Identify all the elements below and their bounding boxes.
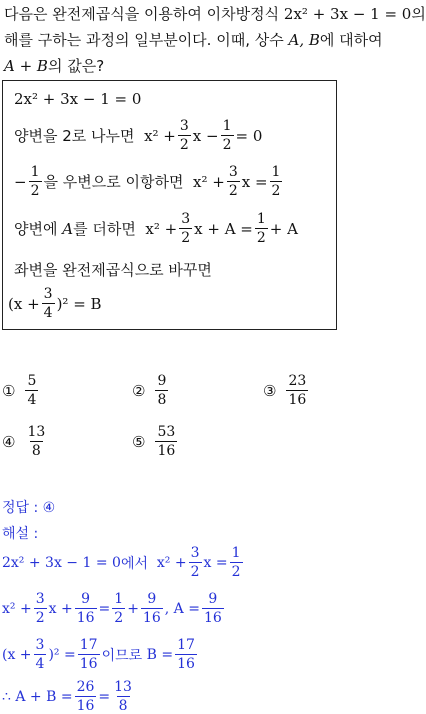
choice-mark: ⑤: [132, 432, 146, 451]
fraction-denominator: 2: [30, 183, 40, 199]
fraction-numerator: 13: [114, 679, 132, 695]
equation-part: =: [98, 600, 111, 617]
fraction-numerator: 3: [179, 118, 189, 134]
fraction-numerator: 9: [157, 373, 167, 389]
fraction-numerator: 17: [177, 637, 195, 653]
equation-part: x² +: [145, 219, 178, 238]
question-expression: A + B: [4, 57, 48, 75]
fraction-numerator: 3: [181, 211, 191, 227]
fraction: [202, 592, 224, 625]
question-text: 다음은 완전제곱식을 이용하여 이차방정식: [4, 5, 280, 23]
derivation-step-4: [14, 212, 298, 245]
choice-fraction: [155, 374, 168, 407]
fraction-numerator: 1: [114, 591, 124, 607]
fraction-denominator: 4: [27, 392, 37, 408]
solution-line-3: [2, 638, 199, 671]
fraction: [29, 165, 42, 198]
fraction-denominator: 2: [114, 610, 124, 626]
question-line-3: [4, 54, 104, 78]
choice-1[interactable]: [2, 374, 40, 407]
equation-part: )² =: [48, 646, 76, 663]
fraction-numerator: 1: [231, 545, 241, 561]
fraction: [78, 638, 100, 671]
equation-part: (x +: [8, 294, 40, 313]
choice-5[interactable]: [132, 425, 179, 458]
question-text: 해를 구하는 과정의 일부분이다. 이때, 상수: [4, 31, 284, 49]
solution-label: 해설 :: [2, 526, 39, 542]
fraction-numerator: 9: [147, 591, 157, 607]
fraction-numerator: 1: [271, 164, 281, 180]
fraction-denominator: 2: [228, 183, 238, 199]
fraction-numerator: 53: [157, 424, 176, 440]
equation-part: x + A =: [194, 219, 253, 238]
fraction: [255, 212, 268, 245]
fraction-denominator: 8: [157, 392, 167, 408]
equation-part: −: [14, 172, 27, 191]
equation-part: + A: [269, 219, 298, 238]
equation-part: x −: [192, 126, 219, 145]
fraction-denominator: 2: [256, 230, 266, 246]
fraction: [175, 638, 197, 671]
fraction-denominator: 8: [118, 698, 128, 714]
derivation-step-1: [14, 90, 141, 108]
solution-line-1: [2, 546, 245, 579]
solution-line-2: [2, 592, 226, 625]
fraction-denominator: 16: [142, 610, 161, 626]
equation-part: 2x² + 3x − 1 = 0: [2, 554, 121, 571]
equation-part: ∴ A + B =: [2, 688, 73, 705]
step-text: 를 더하면: [73, 220, 136, 238]
choice-fraction: [286, 374, 308, 407]
derivation-step-3: [14, 165, 284, 198]
equation-part: x² +: [156, 554, 187, 571]
question-text-tail: 의 값은?: [47, 57, 105, 75]
solution-line-4: [2, 680, 136, 713]
derivation-step-2: [14, 119, 262, 152]
fraction-denominator: 2: [190, 564, 200, 580]
question-text-tail: 에 대하여: [319, 31, 383, 49]
equation-part: B =: [146, 646, 174, 663]
fraction: [112, 592, 125, 625]
fraction-denominator: 2: [35, 610, 45, 626]
derivation-step-5: [14, 259, 212, 280]
fraction: [75, 592, 97, 625]
fraction-denominator: 16: [76, 610, 95, 626]
fraction-denominator: 2: [179, 137, 189, 153]
fraction: [189, 546, 202, 579]
step-text: 양변에: [14, 220, 58, 238]
solution-text: 에서: [120, 555, 148, 572]
fraction-denominator: 16: [76, 698, 95, 714]
fraction-denominator: 4: [43, 305, 53, 321]
fraction-numerator: 9: [208, 591, 218, 607]
step-text: 을 우변으로 이항하면: [43, 173, 184, 191]
equation-part: = 0: [235, 126, 263, 145]
choice-fraction: [25, 425, 47, 458]
fraction-denominator: 16: [288, 392, 307, 408]
fraction: [178, 119, 191, 152]
equation-part: x² +: [144, 126, 176, 145]
equation: 2x² + 3x − 1 = 0: [14, 90, 142, 108]
fraction: [75, 680, 97, 713]
variable: A: [62, 219, 74, 238]
equation-part: +: [127, 600, 139, 617]
fraction-numerator: 13: [27, 424, 46, 440]
fraction: [42, 287, 55, 320]
fraction-denominator: 16: [157, 443, 176, 459]
fraction: [227, 165, 240, 198]
choice-4[interactable]: [2, 425, 49, 458]
question-text-tail: 의: [411, 5, 426, 23]
equation-part: , A =: [164, 600, 200, 617]
choice-mark: ③: [263, 381, 277, 400]
fraction-denominator: 16: [177, 656, 195, 672]
fraction: [230, 546, 243, 579]
fraction-denominator: 16: [203, 610, 222, 626]
equation-part: )² = B: [56, 294, 102, 313]
fraction-numerator: 26: [76, 679, 95, 695]
fraction: [221, 119, 234, 152]
fraction-denominator: 4: [35, 656, 45, 672]
fraction: [34, 592, 47, 625]
equation-part: x +: [48, 600, 73, 617]
fraction-denominator: 2: [181, 230, 191, 246]
choice-mark: ①: [2, 381, 16, 400]
fraction-numerator: 3: [35, 637, 45, 653]
fraction-numerator: 3: [190, 545, 200, 561]
fraction-numerator: 3: [35, 591, 45, 607]
fraction: [112, 680, 134, 713]
fraction: [270, 165, 283, 198]
fraction-numerator: 9: [81, 591, 91, 607]
choice-fraction: [25, 374, 38, 407]
derivation-step-6: [8, 287, 102, 320]
fraction-denominator: 2: [222, 137, 232, 153]
fraction-numerator: 17: [79, 637, 98, 653]
choice-fraction: [155, 425, 177, 458]
solution-text: 이므로: [101, 647, 143, 664]
choice-mark: ④: [2, 432, 16, 451]
equation-part: =: [98, 688, 111, 705]
fraction: [141, 592, 163, 625]
choice-3[interactable]: [263, 374, 310, 407]
question-line-2: [4, 28, 383, 52]
equation-part: (x +: [2, 646, 32, 663]
choice-2[interactable]: [132, 374, 170, 407]
step-text: 좌변을 완전제곱식으로 바꾸면: [14, 261, 212, 279]
fraction-numerator: 1: [256, 211, 266, 227]
fraction-denominator: 2: [271, 183, 281, 199]
fraction-numerator: 1: [30, 164, 40, 180]
fraction: [34, 638, 47, 671]
step-text: 양변을 2로 나누면: [14, 127, 135, 145]
equation-part: x =: [203, 554, 228, 571]
equation-part: x =: [241, 172, 268, 191]
fraction: [179, 212, 192, 245]
answer-label: 정답 : ④: [2, 500, 56, 516]
choice-mark: ②: [132, 381, 146, 400]
fraction-numerator: 3: [43, 286, 53, 302]
fraction-denominator: 8: [31, 443, 41, 459]
equation-part: x² +: [193, 172, 225, 191]
fraction-numerator: 1: [222, 118, 232, 134]
fraction-numerator: 3: [228, 164, 238, 180]
question-equation: 2x² + 3x − 1 = 0: [283, 5, 412, 23]
fraction-denominator: 16: [79, 656, 98, 672]
fraction-numerator: 5: [27, 373, 37, 389]
equation-part: x² +: [2, 600, 32, 617]
fraction-denominator: 2: [231, 564, 241, 580]
question-vars: A, B: [288, 31, 320, 49]
fraction-numerator: 23: [288, 373, 307, 389]
question-line-1: [4, 2, 426, 26]
